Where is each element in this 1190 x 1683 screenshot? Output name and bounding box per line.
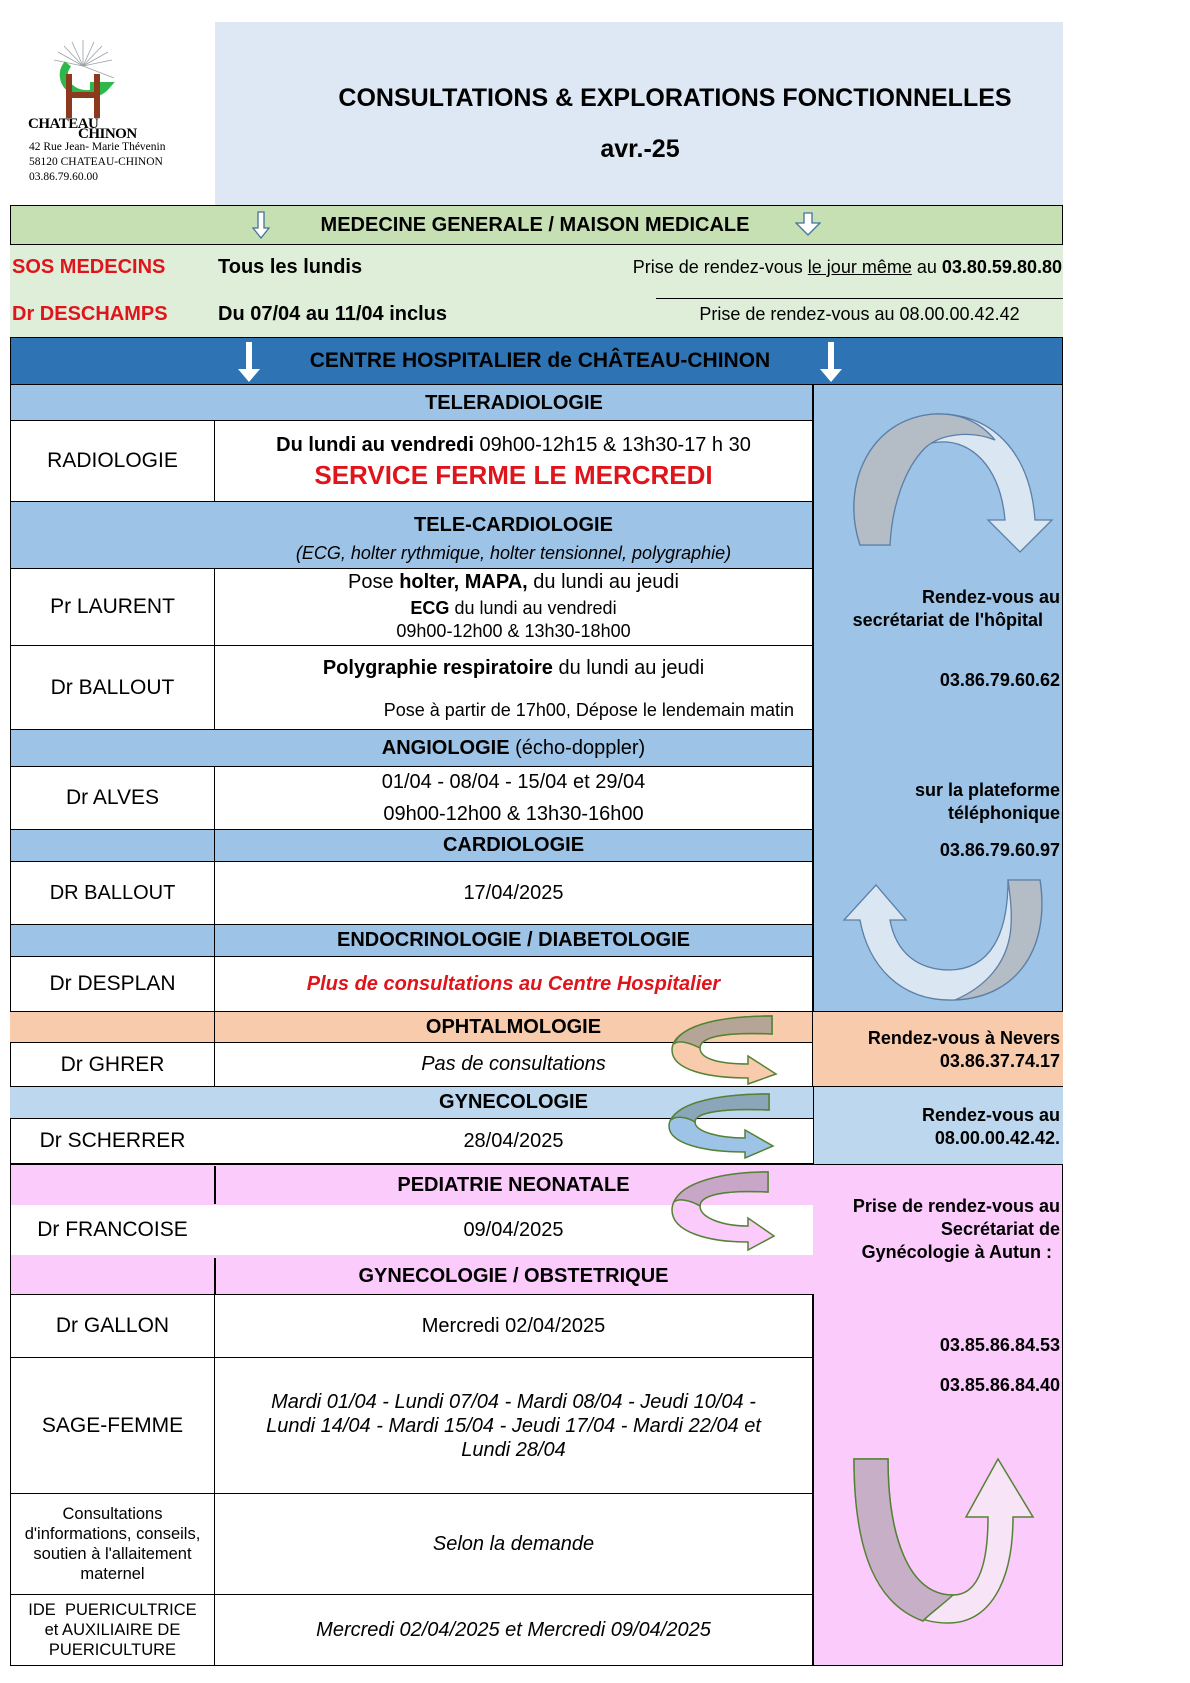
gyneco-date: 28/04/2025 bbox=[463, 1129, 564, 1152]
sos-info-same-day: le jour même bbox=[807, 256, 912, 277]
sos-info-mid: au bbox=[911, 256, 942, 277]
sage-femme-line-2: Lundi 14/04 - Mardi 15/04 - Jeudi 17/04 - Mardi 22/04 et bbox=[266, 1415, 761, 1437]
ide-info: Mercredi 02/04/2025 et Mercredi 09/04/2025 bbox=[316, 1618, 711, 1641]
laurent-line-1 bbox=[214, 568, 813, 596]
hospital-rdv-phone-2: 03.86.79.60.97 bbox=[939, 839, 1060, 860]
cardiologie-header: CARDIOLOGIE bbox=[442, 834, 585, 856]
curved-arrow-pink-icon bbox=[668, 1170, 778, 1252]
arrow-down-white-icon bbox=[818, 341, 844, 383]
radiologie-days: Du lundi au vendredi bbox=[276, 433, 474, 456]
allaitement-l1: Consultations bbox=[62, 1505, 163, 1523]
page-title: CONSULTATIONS & EXPLORATIONS FONCTIONNELLES bbox=[338, 83, 1012, 112]
pediatrie-right-divider bbox=[812, 1294, 814, 1666]
laurent-l2b: du lundi au vendredi bbox=[449, 597, 617, 618]
hospital-plateforme-line-1: sur la plateforme bbox=[914, 779, 1060, 800]
gyno-obs-header: GYNECOLOGIE / OBSTETRIQUE bbox=[358, 1264, 669, 1287]
teleradiologie-header: TELERADIOLOGIE bbox=[425, 391, 603, 414]
deschamps-name: Dr DESCHAMPS bbox=[12, 302, 168, 325]
allaitement-l3: soutien à l'allaitement bbox=[33, 1545, 192, 1563]
laurent-l1a: Pose bbox=[348, 570, 400, 593]
logo-text-bottom: CHINON bbox=[78, 126, 137, 142]
curved-arrow-blue-icon bbox=[665, 1092, 775, 1160]
page-month: avr.-25 bbox=[600, 134, 680, 163]
pediatrie-phone-2: 03.85.86.84.40 bbox=[939, 1374, 1060, 1395]
sos-medecins-when: Tous les lundis bbox=[218, 255, 363, 278]
hospital-rdv-line-1: Rendez-vous au bbox=[921, 586, 1060, 607]
hospital-plateforme-line-2: téléphonique bbox=[948, 802, 1060, 823]
gyneco-name: Dr SCHERRER bbox=[39, 1129, 186, 1152]
gallon-name: Dr GALLON bbox=[55, 1314, 170, 1337]
laurent-l1b: holter, MAPA, bbox=[399, 570, 528, 593]
radiologie-closed: SERVICE FERME LE MERCREDI bbox=[314, 459, 713, 490]
ophtalmo-rdv-line-2: 03.86.37.74.17 bbox=[939, 1050, 1060, 1071]
ide-name bbox=[10, 1594, 215, 1666]
hospital-rdv-phone-1: 03.86.79.60.62 bbox=[939, 669, 1060, 690]
allaitement-l2: d'informations, conseils, bbox=[24, 1525, 201, 1543]
angiologie-title: ANGIOLOGIE bbox=[381, 736, 510, 759]
sos-info-prefix: Prise de rendez-vous bbox=[632, 256, 808, 277]
hospital-rdv-line-2: secrétariat de l'hôpital bbox=[852, 609, 1043, 630]
u-arrow-up-icon bbox=[848, 1455, 1043, 1627]
sos-phone: 03.80.59.80.80 bbox=[941, 256, 1062, 277]
radiologie-name: RADIOLOGIE bbox=[47, 449, 178, 472]
allaitement-info: Selon la demande bbox=[432, 1532, 595, 1555]
sos-medecins-name: SOS MEDECINS bbox=[12, 255, 166, 278]
address-line-2: 58120 CHATEAU-CHINON bbox=[29, 156, 163, 168]
curved-arrow-orange-icon bbox=[668, 1014, 778, 1086]
arrow-down-white-icon bbox=[236, 341, 262, 383]
ide-l2: et AUXILIAIRE DE bbox=[44, 1621, 181, 1639]
gallon-date: Mercredi 02/04/2025 bbox=[421, 1314, 606, 1337]
alves-line-2: 09h00-12h00 & 13h30-16h00 bbox=[383, 802, 644, 825]
address-phone: 03.86.79.60.00 bbox=[29, 171, 98, 183]
sage-femme-line-3: Lundi 28/04 bbox=[461, 1439, 566, 1461]
circular-arrow-bottom-icon bbox=[830, 875, 1060, 1005]
pediatrie-rdv-line-2: Secrétariat de bbox=[940, 1218, 1060, 1239]
ophtalmo-rdv-line-1: Rendez-vous à Nevers bbox=[867, 1027, 1060, 1048]
angiologie-header bbox=[214, 731, 813, 765]
arrow-down-outline-icon bbox=[795, 212, 821, 236]
ophtalmo-info: Pas de consultations bbox=[421, 1053, 606, 1075]
alves-line-1: 01/04 - 08/04 - 15/04 et 29/04 bbox=[381, 770, 646, 793]
ophtalmo-name: Dr GHRER bbox=[60, 1052, 165, 1076]
pediatrie-rdv-line-3: Gynécologie à Autun : bbox=[861, 1241, 1052, 1262]
radiologie-time: 09h00-12h15 & 13h30-17 h 30 bbox=[473, 433, 751, 456]
ide-l3: PUERICULTURE bbox=[48, 1641, 177, 1659]
laurent-l1c: du lundi au jeudi bbox=[527, 570, 679, 593]
logo-text-top: CHATEAU bbox=[28, 116, 99, 132]
medecine-banner-title: MEDECINE GENERALE / MAISON MEDICALE bbox=[320, 213, 750, 236]
desplan-name: Dr DESPLAN bbox=[49, 972, 176, 995]
pediatrie-phone-1: 03.85.86.84.53 bbox=[939, 1334, 1060, 1355]
allaitement-l4: maternel bbox=[80, 1565, 145, 1583]
gyneco-rdv-line-1: Rendez-vous au bbox=[921, 1104, 1060, 1125]
deschamps-info: Prise de rendez-vous au 08.00.00.42.42 bbox=[699, 303, 1020, 324]
ballout-line-2: Pose à partir de 17h00, Dépose le lendemain matin bbox=[383, 699, 794, 720]
francoise-name: Dr FRANCOISE bbox=[37, 1218, 188, 1241]
telecardio-header: TELE-CARDIOLOGIE bbox=[414, 513, 613, 536]
ballout-name: Dr BALLOUT bbox=[50, 675, 175, 699]
deschamps-when: Du 07/04 au 11/04 inclus bbox=[218, 302, 448, 325]
sage-femme-line-1: Mardi 01/04 - Lundi 07/04 - Mardi 08/04 - Jeudi 10/04 - bbox=[271, 1391, 756, 1413]
angiologie-subtitle: (écho-doppler) bbox=[509, 736, 646, 759]
circular-arrow-top-icon bbox=[830, 410, 1060, 560]
ide-l1: IDE PUERICULTRICE bbox=[28, 1601, 197, 1619]
laurent-line-2 bbox=[214, 596, 813, 620]
telecardio-subtitle: (ECG, holter rythmique, holter tensionnel, polygraphie) bbox=[295, 542, 732, 563]
allaitement-name bbox=[10, 1493, 215, 1595]
laurent-name: Pr LAURENT bbox=[50, 595, 175, 618]
arrow-down-outline-icon bbox=[252, 211, 270, 239]
pediatrie-header-divider bbox=[214, 1166, 216, 1204]
endo-header: ENDOCRINOLOGIE / DIABETOLOGIE bbox=[337, 929, 690, 951]
radiologie-hours bbox=[214, 430, 813, 460]
pediatrie-header: PEDIATRIE NEONATALE bbox=[397, 1173, 630, 1196]
address-line-1: 42 Rue Jean- Marie Thévenin bbox=[29, 141, 166, 153]
hospital-right-divider bbox=[812, 385, 814, 1012]
sage-femme-name: SAGE-FEMME bbox=[41, 1413, 184, 1437]
cardio-date: 17/04/2025 bbox=[463, 881, 564, 904]
francoise-date: 09/04/2025 bbox=[463, 1218, 564, 1241]
gyno-obs-header-divider bbox=[214, 1258, 216, 1294]
ballout-l1b: du lundi au jeudi bbox=[552, 656, 705, 679]
hospital-banner-title: CENTRE HOSPITALIER de CHÂTEAU-CHINON bbox=[309, 349, 771, 372]
sos-medecins-info bbox=[560, 252, 1062, 282]
laurent-l2a: ECG bbox=[410, 597, 450, 618]
gyneco-header: GYNECOLOGIE bbox=[439, 1091, 588, 1113]
desplan-info: Plus de consultations au Centre Hospitalier bbox=[306, 972, 721, 995]
cardio-name: DR BALLOUT bbox=[49, 881, 176, 904]
ballout-l1a: Polygraphie respiratoire bbox=[322, 656, 553, 679]
gyneco-rdv-line-2: 08.00.00.42.42. bbox=[934, 1127, 1060, 1148]
alves-name: Dr ALVES bbox=[66, 786, 159, 809]
ophtalmo-header: OPHTALMOLOGIE bbox=[425, 1016, 602, 1038]
ballout-line-1 bbox=[214, 654, 813, 682]
laurent-line-3: 09h00-12h00 & 13h30-18h00 bbox=[396, 620, 631, 641]
pediatrie-rdv-line-1: Prise de rendez-vous au bbox=[852, 1195, 1060, 1216]
